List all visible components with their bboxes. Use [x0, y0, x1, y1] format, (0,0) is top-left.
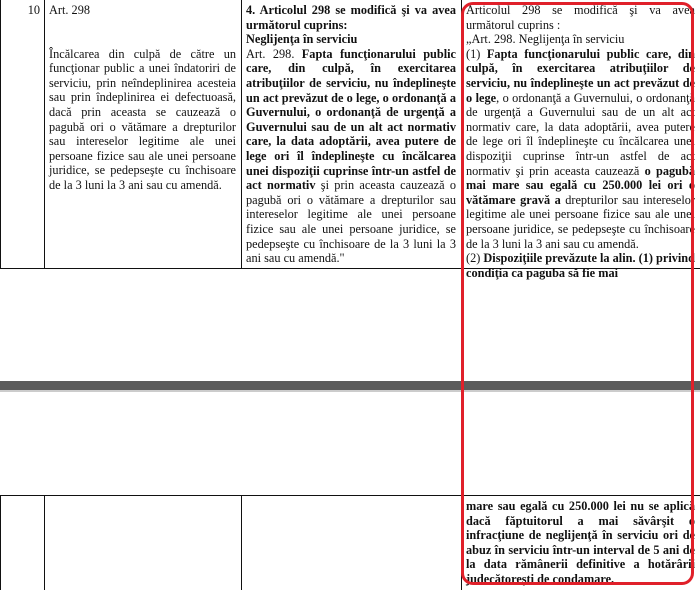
column-divider [44, 496, 45, 590]
amendment-subheading: Neglijenţa în serviciu [246, 32, 358, 47]
page-separator [0, 381, 700, 390]
table-top-section [0, 0, 700, 280]
proposal-paragraph-2: (2) Dispoziţiile prevăzute la alin. (1) privind condiţia ca paguba să fie mai [466, 251, 695, 280]
amendment-text: Art. 298. Fapta funcţionarului public care, din culpă, în exercitarea atribuţiilor de serviciu, nu îndeplineşte un act prevăzut de o lege, o ordonanţă a Guvernului, o ordonanţă de urgenţă a Guvernului sau de un alt act normativ care, la data adoptării, avea putere de lege ori îl îndeplineşte cu încălcarea unei dispoziţii cuprinse într-un astfel de act normativ şi prin aceasta cauzează o pagubă ori o vătămare a drepturilor sau intereselor legitime ale unei persoane fizice sau ale unei persoane juridice, se pedepseşte cu închisoare de la 3 luni la 3 ani sau cu amendă." [246, 46, 456, 266]
table-border [0, 496, 1, 590]
table-bottom-section [0, 495, 700, 590]
amendment-heading: 4. Articolul 298 se modifică şi va avea următorul cuprins: [246, 3, 456, 32]
amendment-cell [241, 0, 461, 268]
proposal-title: „Art. 298. Neglijenţa în serviciu [466, 32, 625, 47]
row-number: 10 [27, 3, 40, 17]
current-article-title: Art. 298 [49, 3, 90, 17]
proposal-heading: Articolul 298 se modifică şi va avea următorul cuprins : [466, 3, 695, 32]
proposal-paragraph-2-continued: mare sau egală cu 250.000 lei nu se aplică dacă făptuitorul a mai săvârşit o infracţiune de neglijenţă în serviciu ori de abuz în serviciu într-un interval de 5 ani de la data rămânerii definitive a hotărârii judecătoreşti de condamare. [466, 499, 695, 586]
proposal-cell [461, 0, 700, 280]
current-article-text: Încălcarea din culpă de către un funcţionar public a unei îndatoriri de serviciu, prin neîndeplinirea acesteia sau prin îndeplinirea ei defectuoasă, dacă prin aceasta se cauzează o pagubă ori o vătămare a drepturilor sau intereselor legitime ale unei persoane fizice sau ale unei persoane juridice, se pedepseşte cu închisoare de la 3 luni la 3 ani sau cu amendă. [49, 46, 236, 192]
proposal-continuation-cell [461, 496, 700, 590]
column-divider [241, 496, 242, 590]
current-law-cell [44, 0, 241, 268]
proposal-paragraph-1: (1) Fapta funcţionarului public care, din culpă, în exercitarea atribuţiilor de serviciu, nu îndeplineşte un act prevăzut de o lege, o ordonanţă a Guvernului, o ordonanţă de urgenţă a Guvernului sau de un alt act normativ care, la data adoptării, avea putere de lege ori îl îndeplineşte cu încălcarea unei dispoziţii cuprinse într-un astfel de act normativ şi prin aceasta cauzează o pagubă mai mare sau egală cu 250.000 lei ori o vătămare gravă a drepturilor sau intereselor legitime ale unei persoane fizice sau ale unei persoane juridice, se pedepseşte cu închisoare de la 3 luni la 3 ani sau cu amendă. [466, 46, 696, 251]
